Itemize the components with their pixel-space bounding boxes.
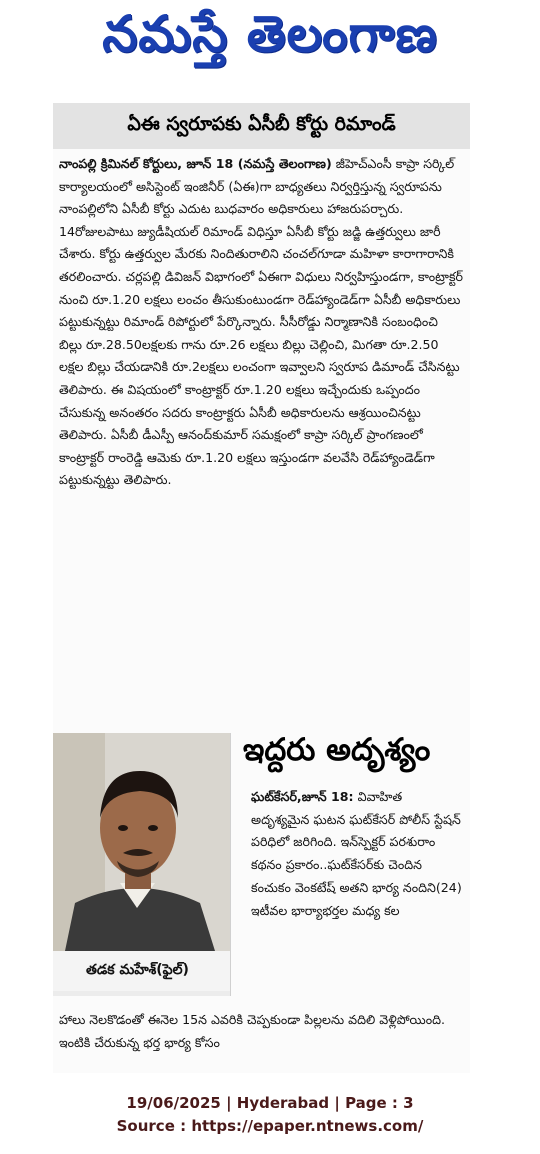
news-clipping bbox=[53, 103, 470, 1073]
photo-caption: తడక మహేశ్(ఫైల్) bbox=[53, 951, 230, 991]
article1-body-block bbox=[59, 153, 464, 492]
article2-body-full: హాలు నెలకొడంతో ఈనెల 15న ఎవరికి చెప్పకుండా పిల్లలను వదిలి వెళ్లిపోయింది. ఇంటికి చేరుకున్న భర్త భార్య కోసం bbox=[59, 1012, 445, 1050]
article1-body: జీహెచ్ఎంసీ కాప్రా సర్కిల్ కార్యాలయంలో అసిస్టెంట్ ఇంజినీర్ (ఏఈ)గా బాధ్యతలు నిర్వర్తిస్తున్న స్వరూపను నాంపల్లిలోని ఏసీబీ కోర్టు ఎదుట బుధవారం అధికారులు హాజరుపర్చారు. 14రోజులపాటు జ్యుడీషియల్ రిమాండ్ విధిస్తూ ఏసీబీ కోర్టు జడ్జి ఉత్తర్వులు జారీ చేశారు. కోర్టు ఉత్తర్వుల మేరకు నిందితురాలిని చంచల్‌గూడా మహిళా కారాగారానికి తరలించారు. చర్లపల్లి డివిజన్ విభాగంలో ఏఈగా విధులు నిర్వహిస్తుండగా, కాంట్రాక్టర్ నుంచి రూ.1.20 లక్షలు లంచం తీసుకుంటుండగా రెడ్‌హ్యాండెడ్‌గా ఏసీబీ అధికారులు పట్టుకున్నట్టు రిమాండ్ రిపోర్టులో పేర్కొన్నారు. సీసీరోడ్డు నిర్మాణానికి సంబంధించి బిల్లు రూ.28.50లక్షలకు గాను రూ.26 లక్షలు బిల్లు చెల్లించి, మిగతా రూ.2.50 లక్షల బిల్లు చేయడానికి రూ.2లక్షలు లంచంగా ఇవ్వాలని స్వరూప డిమాండ్ చేసినట్టు తెలిపారు. ఈ విషయంలో కాంట్రాక్టర్ రూ.1.20 లక్షలు ఇచ్చేందుకు ఒప్పందం చేసుకున్న అనంతరం సదరు కాంట్రాక్టరు ఏసీబీ అధికారులను ఆశ్రయించినట్టు తెలిపారు. ఏసీబీ డీఎస్పీ ఆనంద్‌కుమార్ సమక్షంలో కాప్రా సర్కిల్ ప్రాంగణంలో కాంట్రాక్టర్ రాంరెడ్డి ఆమెకు రూ.1.20 లక్షలు ఇస్తుండగా వలవేసి రెడ్‌హ్యాండెడ్‌గా పట్టుకున్నట్టు తెలిపారు. bbox=[59, 156, 464, 488]
article2-side-text bbox=[251, 786, 463, 922]
newspaper-masthead bbox=[0, 0, 540, 80]
person-portrait-image bbox=[53, 733, 230, 951]
headline-bar bbox=[53, 103, 470, 149]
article2-headline: ఇద్దరు అదృశ్యం bbox=[243, 731, 431, 768]
footer-date-line: 19/06/2025 | Hyderabad | Page : 3 bbox=[126, 1094, 414, 1112]
article1-headline: ఏఈ స్వరూపకు ఏసీబీ కోర్టు రిమాండ్ bbox=[127, 112, 396, 135]
person-photo bbox=[53, 733, 231, 996]
article2-body-side: వివాహిత అదృశ్యమైన ఘటన ఘట్‌కేసర్ పోలీస్ స్టేషన్ పరిధిలో జరిగింది. ఇన్‌స్పెక్టర్ పరశురాం కథనం ప్రకారం..ఘట్‌కేసర్‌కు చెందిన కంచుకం వెంకటేష్ అతని భార్య నందిని(24) ఇటీవల భార్యాభర్తల మధ్య కల bbox=[251, 789, 462, 918]
article2-dateline: ఘట్‌కేసర్,జూన్ 18: bbox=[251, 789, 354, 804]
footer-source-line: Source : https://epaper.ntnews.com/ bbox=[116, 1117, 424, 1135]
article1-dateline: నాంపల్లి క్రిమినల్ కోర్టులు, జూన్ 18 (నమస్తే తెలంగాణ) bbox=[59, 156, 332, 171]
masthead-title: నమస్తే తెలంగాణ bbox=[102, 4, 438, 63]
